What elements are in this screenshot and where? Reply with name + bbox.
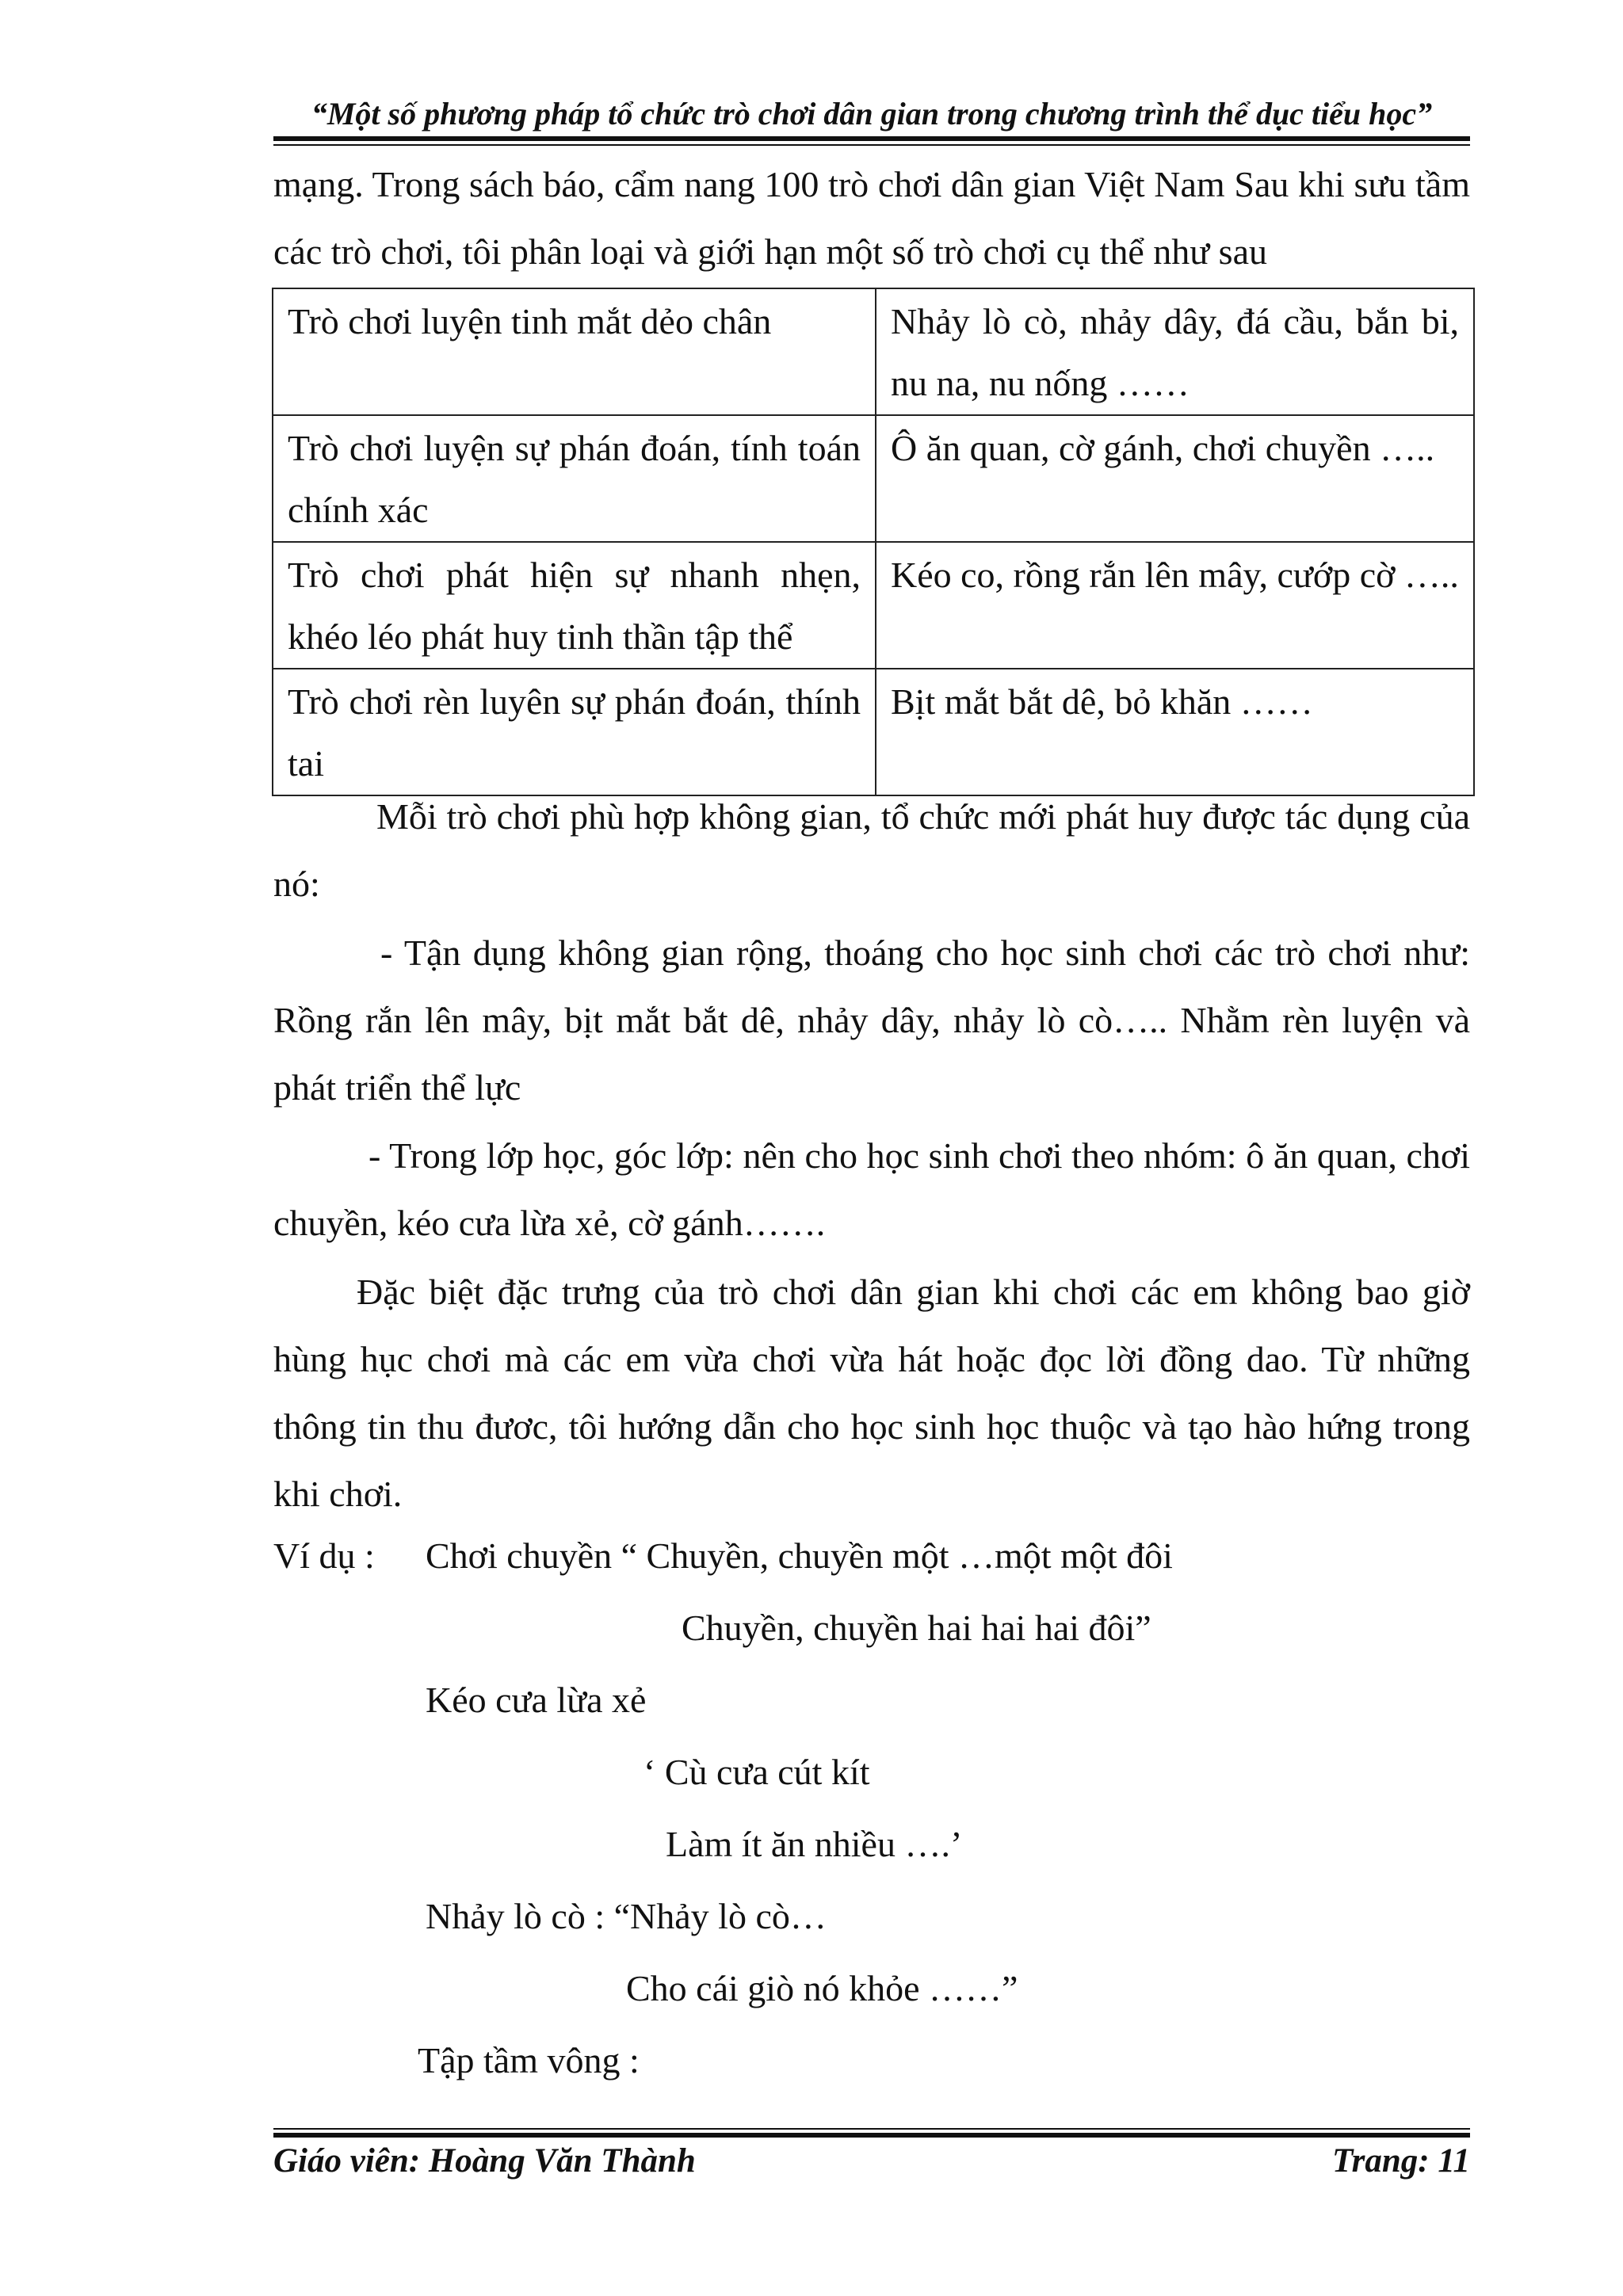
- table-row: [273, 669, 1474, 795]
- table-cell-games: Ô ăn quan, cờ gánh, chơi chuyền …..: [876, 415, 1474, 542]
- table-cell-category: Trò chơi luyện tinh mắt dẻo chân: [273, 288, 876, 415]
- intro-paragraph: mạng. Trong sách báo, cẩm nang 100 trò chơi dân gian Việt Nam Sau khi sưu tầm các trò chơi, tôi phân loại và giới hạn một số trò chơi cụ thể như sau: [273, 164, 1470, 272]
- table-cell-category: Trò chơi luyện sự phán đoán, tính toán chính xác: [273, 415, 876, 542]
- example-keo-cua-title: Kéo cưa lừa xẻ: [426, 1680, 647, 1720]
- table-cell-games: Bịt mắt bắt dê, bỏ khăn ……: [876, 669, 1474, 795]
- footer-page-number: Trang: 11: [1331, 2142, 1470, 2180]
- example-nhay-lo-co-line1: Nhảy lò cò : “Nhảy lò cò…: [426, 1896, 827, 1936]
- header-rule-thick: [273, 136, 1470, 141]
- table-row: [273, 415, 1474, 542]
- footer-rule-thick: [273, 2133, 1470, 2138]
- table-row: [273, 542, 1474, 669]
- footer-teacher: Giáo viên: Hoàng Văn Thành: [273, 2142, 696, 2180]
- example-nhay-lo-co-line2: Cho cái giò nó khỏe ……”: [626, 1968, 1018, 2008]
- table-cell-games: Nhảy lò cò, nhảy dây, đá cầu, bắn bi, nu na, nu nống ……: [876, 288, 1474, 415]
- game-classification-table: [272, 288, 1475, 796]
- page-header-title: “Một số phương pháp tổ chức trò chơi dân gian trong chương trình thể dục tiểu học”: [311, 96, 1433, 132]
- example-tap-tam-vong: Tập tầm vông :: [418, 2040, 640, 2081]
- example-chuyen-line2: Chuyền, chuyền hai hai hai đôi”: [682, 1608, 1151, 1648]
- footer-rule-thin: [273, 2128, 1470, 2130]
- example-label: Ví dụ :: [273, 1535, 375, 1576]
- table-row: [273, 288, 1474, 415]
- example-keo-cua-line2: Làm ít ăn nhiều ….’: [666, 1824, 963, 1864]
- paragraph-space-fit: Mỗi trò chơi phù hợp không gian, tổ chức mới phát huy được tác dụng của nó:: [273, 796, 1470, 904]
- table-cell-category: Trò chơi phát hiện sự nhanh nhẹn, khéo léo phát huy tinh thần tập thể: [273, 542, 876, 669]
- paragraph-classroom-games: - Trong lớp học, góc lớp: nên cho học sinh chơi theo nhóm: ô ăn quan, chơi chuyền, kéo cưa lừa xẻ, cờ gánh…….: [273, 1135, 1470, 1243]
- paragraph-folk-songs: Đặc biệt đặc trưng của trò chơi dân gian khi chơi các em không bao giờ hùng hục chơi mà các em vừa chơi vừa hát hoặc đọc lời đồng dao. Từ những thông tin thu đươc, tôi hướng dẫn cho học sinh học thuộc và tạo hào hứng trong khi chơi.: [273, 1272, 1470, 1514]
- paragraph-outdoor-games: - Tận dụng không gian rộng, thoáng cho học sinh chơi các trò chơi như: Rồng rắn lên mây, bịt mắt bắt dê, nhảy dây, nhảy lò cò….. Nhằm rèn luyện và phát triển thể lực: [273, 933, 1470, 1108]
- example-keo-cua-line1: ‘ Cù cưa cút kít: [643, 1752, 870, 1792]
- table-cell-category: Trò chơi rèn luyên sự phán đoán, thính tai: [273, 669, 876, 795]
- example-chuyen-line1: Chơi chuyền “ Chuyền, chuyền một …một một đôi: [426, 1535, 1173, 1576]
- table-cell-games: Kéo co, rồng rắn lên mây, cướp cờ …..: [876, 542, 1474, 669]
- header-rule-thin: [273, 144, 1470, 146]
